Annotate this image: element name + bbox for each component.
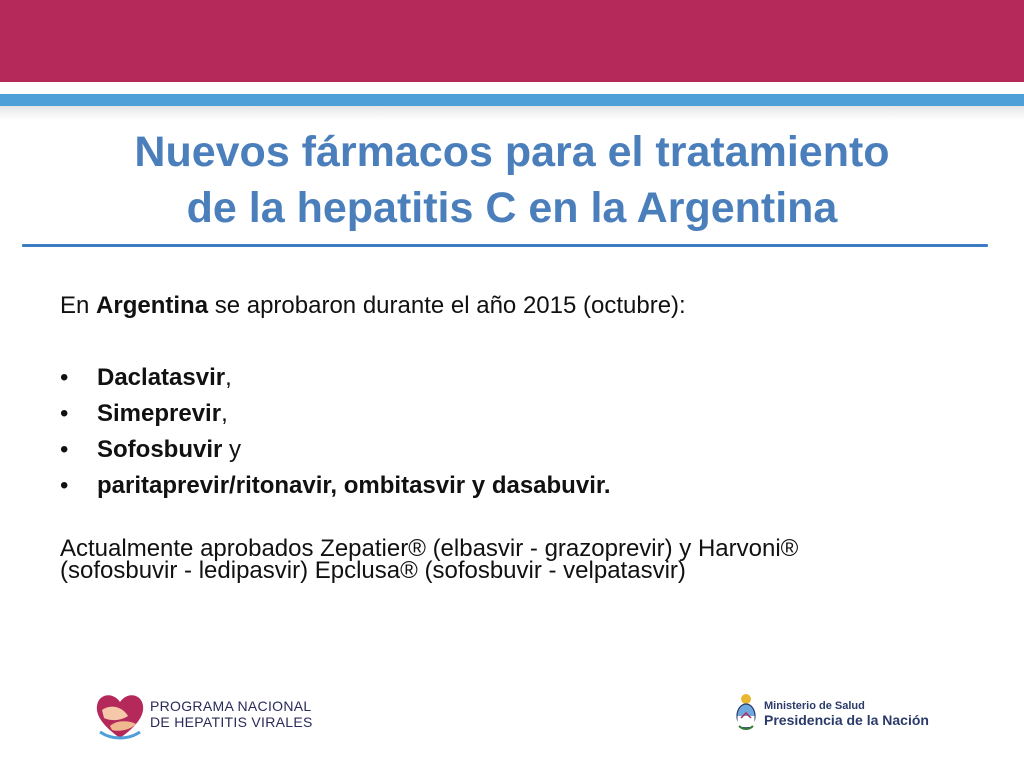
drug-name: Simeprevir bbox=[97, 400, 222, 427]
title-divider bbox=[22, 244, 988, 247]
drug-name: paritaprevir/ritonavir, ombitasvir y dasabuvir. bbox=[97, 472, 611, 499]
drug-suffix: , bbox=[225, 364, 232, 391]
program-logo-line-2: DE HEPATITIS VIRALES bbox=[150, 714, 313, 730]
slide-title bbox=[30, 124, 994, 236]
approval-note-line-2: (sofosbuvir - ledipasvir) Epclusa® (sofosbuvir - velpatasvir) bbox=[60, 557, 686, 584]
approval-note bbox=[60, 535, 970, 584]
ministry-logo-line-1: Ministerio de Salud bbox=[764, 700, 865, 712]
ministry-logo bbox=[734, 692, 944, 736]
bullet-icon: • bbox=[60, 436, 69, 463]
drug-list bbox=[60, 360, 970, 504]
drug-suffix: , bbox=[221, 400, 228, 427]
intro-suffix: se aprobaron durante el año 2015 (octubre): bbox=[208, 292, 686, 319]
header-stripe bbox=[0, 94, 1024, 106]
header-shadow bbox=[0, 106, 1024, 120]
bullet-icon: • bbox=[60, 364, 69, 391]
argentina-coat-of-arms-icon bbox=[734, 692, 758, 732]
header-band bbox=[0, 0, 1024, 82]
slide-title-line-2: de la hepatitis C en la Argentina bbox=[186, 184, 838, 232]
program-logo bbox=[92, 690, 313, 742]
list-item bbox=[60, 432, 970, 468]
slide-body bbox=[60, 288, 970, 582]
approval-note-line-1: Actualmente aprobados Zepatier® (elbasvir - grazoprevir) y Harvoni® bbox=[60, 535, 799, 562]
drug-name: Sofosbuvir bbox=[97, 436, 223, 463]
bullet-icon: • bbox=[60, 472, 69, 499]
header-gap bbox=[0, 82, 1024, 94]
drug-name: Daclatasvir bbox=[97, 364, 226, 391]
list-item bbox=[60, 360, 970, 396]
list-item bbox=[60, 468, 970, 504]
intro-paragraph bbox=[60, 288, 970, 324]
program-logo-line-1: PROGRAMA NACIONAL bbox=[150, 698, 312, 714]
drug-suffix: y bbox=[222, 436, 242, 463]
ministry-logo-line-2: Presidencia de la Nación bbox=[764, 712, 929, 728]
intro-prefix: En bbox=[60, 292, 97, 319]
intro-bold-country: Argentina bbox=[96, 292, 209, 319]
list-item bbox=[60, 396, 970, 432]
program-heart-hands-logo-icon bbox=[92, 690, 148, 742]
slide-title-line-1: Nuevos fármacos para el tratamiento bbox=[134, 128, 890, 176]
bullet-icon: • bbox=[60, 400, 69, 427]
